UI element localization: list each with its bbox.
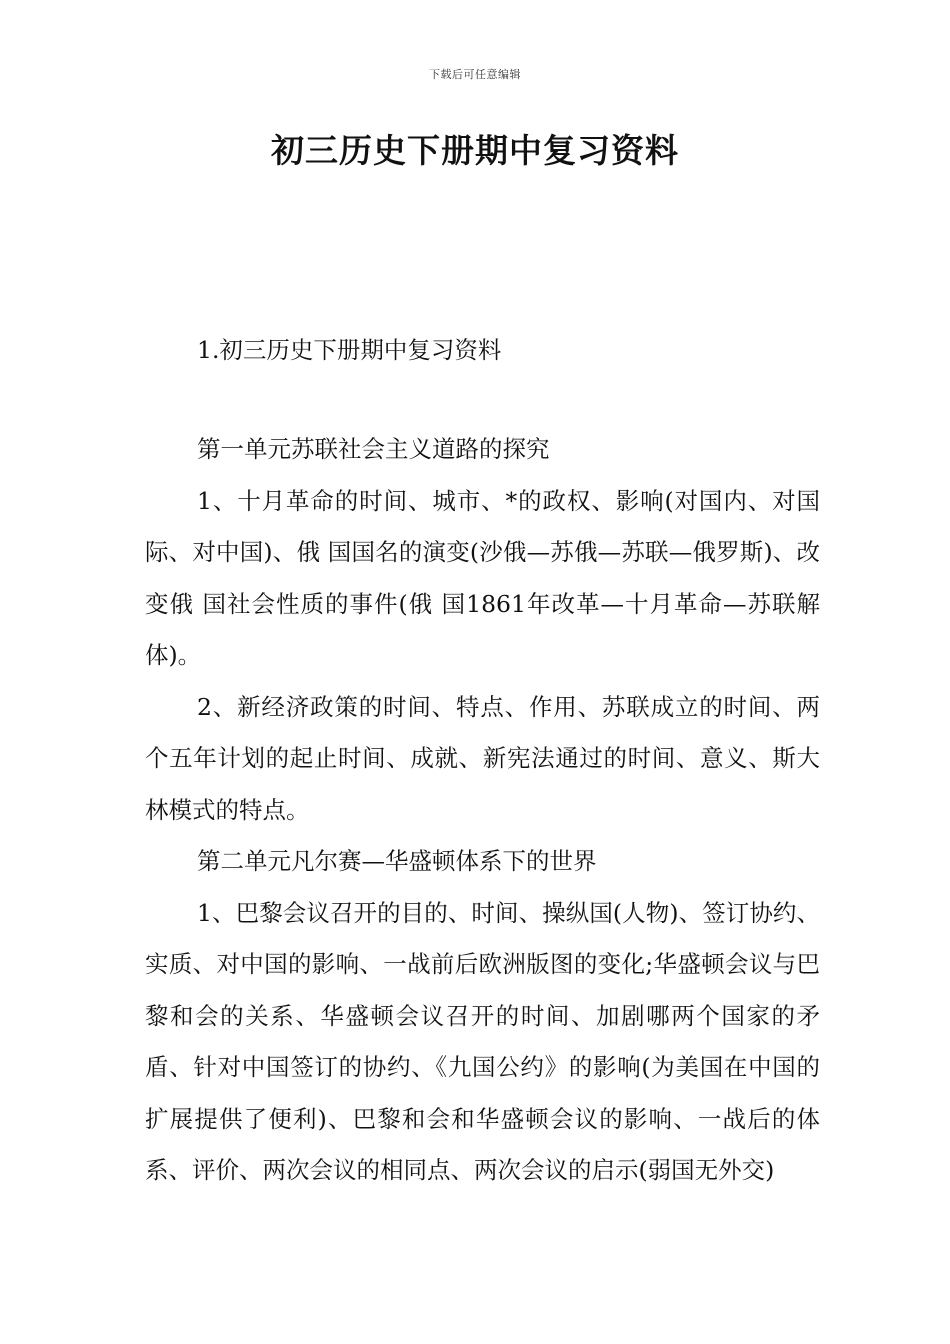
section-heading-unit-1: 第一单元苏联社会主义道路的探究: [197, 435, 550, 463]
document-body: [145, 424, 820, 1197]
document-subtitle: 1.初三历史下册期中复习资料: [197, 336, 502, 364]
paragraph-unit-1-item-1: 1、十月革命的时间、城市、*的政权、影响(对国内、对国际、对中国)、俄 国国名的演变(沙俄—苏俄—苏联—俄罗斯)、改变俄 国社会性质的事件(俄 国1861年改革—十月革命—苏联解体)。: [145, 486, 820, 669]
paragraph-unit-2-item-1: 1、巴黎会议召开的目的、时间、操纵国(人物)、签订协约、实质、对中国的影响、一战前后欧洲版图的变化;华盛顿会议与巴黎和会的关系、华盛顿会议召开的时间、加剧哪两个国家的矛盾、针对中国签订的协约、《九国公约》的影响(为美国在中国的扩展提供了便利)、巴黎和会和华盛顿会议的影响、一战后的体系、评价、两次会议的相同点、两次会议的启示(弱国无外交): [145, 898, 820, 1184]
section-heading-unit-2: 第二单元凡尔赛—华盛顿体系下的世界: [197, 847, 597, 875]
paragraph-unit-1-item-2: 2、新经济政策的时间、特点、作用、苏联成立的时间、两个五年计划的起止时间、成就、新宪法通过的时间、意义、斯大林模式的特点。: [145, 692, 820, 824]
document-title: 初三历史下册期中复习资料: [271, 131, 679, 170]
page-header-note: 下载后可任意编辑: [429, 68, 521, 81]
